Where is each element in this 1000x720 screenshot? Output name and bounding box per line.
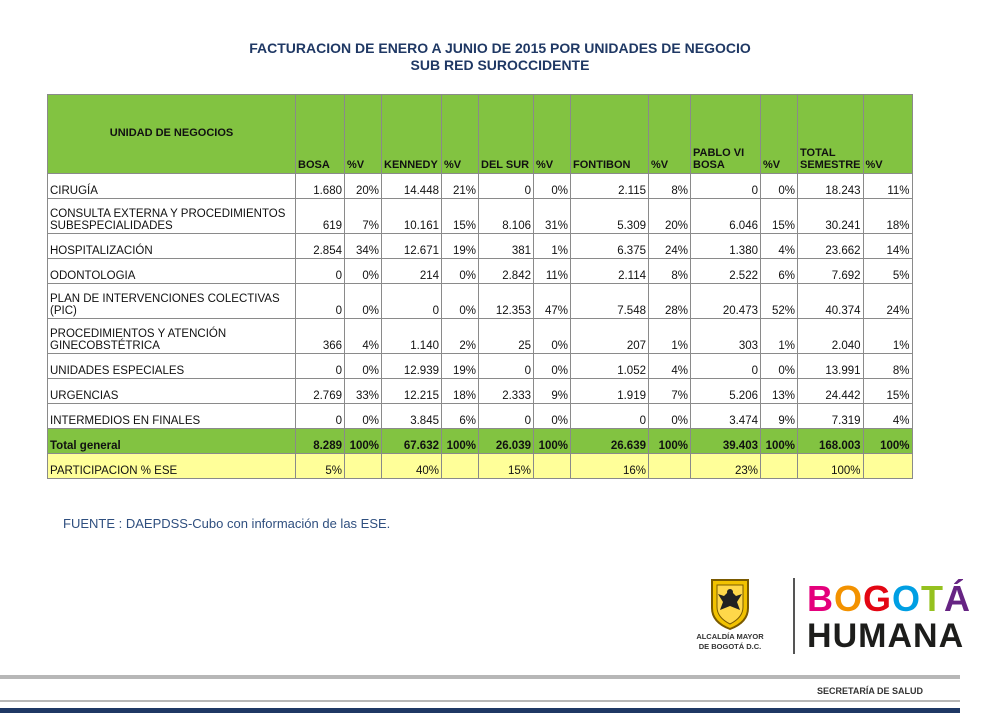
table-cell: 0% xyxy=(345,284,382,319)
table-cell: 100% xyxy=(863,429,912,454)
table-cell: 0 xyxy=(571,404,649,429)
table-cell xyxy=(863,454,912,479)
table-cell: 40.374 xyxy=(798,284,864,319)
table-cell: 8.289 xyxy=(296,429,345,454)
table-cell: 39.403 xyxy=(691,429,761,454)
header-cell: %V xyxy=(345,95,382,174)
wordmark-letter: M xyxy=(858,617,888,655)
table-cell: 5.309 xyxy=(571,199,649,234)
wordmark-letter: O xyxy=(892,578,922,619)
table-cell: 4% xyxy=(649,354,691,379)
row-label: Total general xyxy=(48,429,296,454)
table-cell: 15% xyxy=(479,454,534,479)
table-cell: 2.522 xyxy=(691,259,761,284)
table-cell: 2.115 xyxy=(571,174,649,199)
page-title: FACTURACION DE ENERO A JUNIO DE 2015 POR UNIDADES DE NEGOCIO xyxy=(249,40,751,56)
table-cell: 0% xyxy=(534,354,571,379)
table-cell: 8% xyxy=(649,174,691,199)
header-cell: TOTAL SEMESTRE xyxy=(798,95,864,174)
table-row xyxy=(48,354,913,379)
table-cell: 2% xyxy=(442,319,479,354)
table-cell: 8% xyxy=(863,354,912,379)
table-cell xyxy=(761,454,798,479)
table-cell: 20% xyxy=(649,199,691,234)
row-label: PROCEDIMIENTOS Y ATENCIÓN GINECOBSTÉTRICA xyxy=(48,319,296,354)
table-cell xyxy=(442,454,479,479)
table-cell: 18.243 xyxy=(798,174,864,199)
wordmark-letter: Á xyxy=(944,578,972,619)
wordmark-letter: H xyxy=(807,617,833,655)
table-cell: 7% xyxy=(345,199,382,234)
table-cell: 7.319 xyxy=(798,404,864,429)
total-row xyxy=(48,429,913,454)
table-cell: 11% xyxy=(863,174,912,199)
table-cell: 52% xyxy=(761,284,798,319)
table-cell: 2.040 xyxy=(798,319,864,354)
header-cell: KENNEDY xyxy=(382,95,442,174)
table-cell: 33% xyxy=(345,379,382,404)
table-cell: 0% xyxy=(649,404,691,429)
table-cell: 12.671 xyxy=(382,234,442,259)
table-cell: 26.039 xyxy=(479,429,534,454)
table-cell: 1% xyxy=(649,319,691,354)
header-cell: %V xyxy=(534,95,571,174)
header-cell: %V xyxy=(761,95,798,174)
footer-bar xyxy=(0,708,960,713)
table-cell: 1.680 xyxy=(296,174,345,199)
table-cell xyxy=(534,454,571,479)
header-cell: %V xyxy=(863,95,912,174)
table-row xyxy=(48,284,913,319)
table-cell: 0% xyxy=(761,174,798,199)
table-cell: 14.448 xyxy=(382,174,442,199)
table-cell: 4% xyxy=(863,404,912,429)
table-cell: 26.639 xyxy=(571,429,649,454)
table-cell: 100% xyxy=(649,429,691,454)
billing-table xyxy=(47,94,913,479)
table-cell: 3.474 xyxy=(691,404,761,429)
table-row xyxy=(48,379,913,404)
header-cell: %V xyxy=(442,95,479,174)
table-cell: 1% xyxy=(761,319,798,354)
row-label: ODONTOLOGIA xyxy=(48,259,296,284)
wordmark-letter: U xyxy=(832,617,859,655)
alcaldia-text xyxy=(682,632,778,652)
table-cell: 19% xyxy=(442,354,479,379)
header-cell: PABLO VI BOSA xyxy=(691,95,761,174)
table-cell: 2.114 xyxy=(571,259,649,284)
header-unidad-negocios: UNIDAD DE NEGOCIOS xyxy=(48,95,296,174)
alcaldia-line1: ALCALDÍA MAYOR xyxy=(696,632,764,641)
table-cell: 4% xyxy=(761,234,798,259)
humana-wordmark xyxy=(807,618,964,654)
logo-divider xyxy=(793,578,795,654)
footer-label: SECRETARÍA DE SALUD xyxy=(817,686,924,696)
table-cell: 0% xyxy=(442,259,479,284)
table-header-row xyxy=(48,95,913,174)
table-cell: 2.854 xyxy=(296,234,345,259)
table-row xyxy=(48,199,913,234)
source-note: FUENTE : DAEPDSS-Cubo con información de las ESE. xyxy=(63,516,391,531)
table-cell: 214 xyxy=(382,259,442,284)
table-cell: 12.215 xyxy=(382,379,442,404)
table-cell: 7% xyxy=(649,379,691,404)
table-cell: 100% xyxy=(798,454,864,479)
table-cell: 2.333 xyxy=(479,379,534,404)
table-cell: 3.845 xyxy=(382,404,442,429)
table-cell: 10.161 xyxy=(382,199,442,234)
table-cell: 2.842 xyxy=(479,259,534,284)
table-row xyxy=(48,404,913,429)
row-label: CIRUGÍA xyxy=(48,174,296,199)
table-cell: 0 xyxy=(296,354,345,379)
table-cell: 207 xyxy=(571,319,649,354)
table-cell: 34% xyxy=(345,234,382,259)
row-label: INTERMEDIOS EN FINALES xyxy=(48,404,296,429)
table-cell: 5% xyxy=(863,259,912,284)
header-cell: %V xyxy=(649,95,691,174)
table-row xyxy=(48,319,913,354)
table-cell: 12.353 xyxy=(479,284,534,319)
wordmark-letter: A xyxy=(938,617,965,655)
table-cell: 1.919 xyxy=(571,379,649,404)
table-cell: 0% xyxy=(534,174,571,199)
table-cell: 12.939 xyxy=(382,354,442,379)
table-cell: 21% xyxy=(442,174,479,199)
table-cell: 24% xyxy=(863,284,912,319)
table-cell: 0% xyxy=(442,284,479,319)
header-cell: DEL SUR xyxy=(479,95,534,174)
table-cell: 13.991 xyxy=(798,354,864,379)
row-label: HOSPITALIZACIÓN xyxy=(48,234,296,259)
table-cell: 6% xyxy=(442,404,479,429)
table-cell: 1.380 xyxy=(691,234,761,259)
table-cell: 0% xyxy=(345,404,382,429)
footer-divider xyxy=(0,675,960,679)
table-cell: 0 xyxy=(296,404,345,429)
wordmark-letter: N xyxy=(913,617,939,655)
table-cell: 7.692 xyxy=(798,259,864,284)
bogota-wordmark xyxy=(807,580,971,618)
table-cell: 23.662 xyxy=(798,234,864,259)
table-cell: 30.241 xyxy=(798,199,864,234)
table-cell xyxy=(649,454,691,479)
table-cell: 15% xyxy=(863,379,912,404)
table-cell: 0 xyxy=(691,174,761,199)
table-cell: 20% xyxy=(345,174,382,199)
table-cell: 1% xyxy=(534,234,571,259)
table-cell: 100% xyxy=(761,429,798,454)
table-cell: 18% xyxy=(442,379,479,404)
table-cell: 20.473 xyxy=(691,284,761,319)
table-cell: 100% xyxy=(442,429,479,454)
table-cell: 6% xyxy=(761,259,798,284)
table-cell: 2.769 xyxy=(296,379,345,404)
table-row xyxy=(48,259,913,284)
table-cell xyxy=(345,454,382,479)
table-cell: 15% xyxy=(442,199,479,234)
table-cell: 303 xyxy=(691,319,761,354)
table-cell: 168.003 xyxy=(798,429,864,454)
table-cell: 6.375 xyxy=(571,234,649,259)
row-label: URGENCIAS xyxy=(48,379,296,404)
table-cell: 0 xyxy=(382,284,442,319)
table-cell: 0% xyxy=(345,259,382,284)
table-row xyxy=(48,174,913,199)
table-cell: 13% xyxy=(761,379,798,404)
wordmark-letter: O xyxy=(834,578,864,619)
table-cell: 40% xyxy=(382,454,442,479)
header-cell: BOSA xyxy=(296,95,345,174)
table-row xyxy=(48,234,913,259)
table-cell: 366 xyxy=(296,319,345,354)
table-cell: 14% xyxy=(863,234,912,259)
table-cell: 1% xyxy=(863,319,912,354)
wordmark-letter: G xyxy=(863,578,893,619)
table-cell: 9% xyxy=(534,379,571,404)
table-cell: 23% xyxy=(691,454,761,479)
table-cell: 0% xyxy=(761,354,798,379)
table-cell: 24% xyxy=(649,234,691,259)
table-cell: 0% xyxy=(345,354,382,379)
table-cell: 5.206 xyxy=(691,379,761,404)
wordmark-letter: T xyxy=(921,578,945,619)
page-subtitle: SUB RED SUROCCIDENTE xyxy=(410,57,590,73)
table-cell: 16% xyxy=(571,454,649,479)
table-cell: 28% xyxy=(649,284,691,319)
row-label: CONSULTA EXTERNA Y PROCEDIMIENTOS SUBESPECIALIDADES xyxy=(48,199,296,234)
table-cell: 9% xyxy=(761,404,798,429)
table-cell: 18% xyxy=(863,199,912,234)
table-cell: 100% xyxy=(345,429,382,454)
table-cell: 25 xyxy=(479,319,534,354)
participation-row xyxy=(48,454,913,479)
table-cell: 381 xyxy=(479,234,534,259)
header-cell: FONTIBON xyxy=(571,95,649,174)
alcaldia-line2: DE BOGOTÁ D.C. xyxy=(698,642,762,651)
table-cell: 4% xyxy=(345,319,382,354)
footer-divider-2 xyxy=(0,700,960,702)
table-cell: 1.140 xyxy=(382,319,442,354)
table-cell: 0 xyxy=(296,259,345,284)
table-cell: 8.106 xyxy=(479,199,534,234)
table-cell: 7.548 xyxy=(571,284,649,319)
wordmark-letter: B xyxy=(807,578,834,619)
table-cell: 100% xyxy=(534,429,571,454)
table-cell: 19% xyxy=(442,234,479,259)
table-cell: 1.052 xyxy=(571,354,649,379)
table-cell: 0% xyxy=(534,319,571,354)
table-cell: 47% xyxy=(534,284,571,319)
table-cell: 0 xyxy=(479,174,534,199)
table-cell: 0 xyxy=(479,404,534,429)
table-cell: 24.442 xyxy=(798,379,864,404)
table-cell: 11% xyxy=(534,259,571,284)
table-cell: 619 xyxy=(296,199,345,234)
table-cell: 0 xyxy=(479,354,534,379)
table-cell: 67.632 xyxy=(382,429,442,454)
table-cell: 8% xyxy=(649,259,691,284)
wordmark-letter: A xyxy=(887,617,914,655)
row-label: PLAN DE INTERVENCIONES COLECTIVAS (PIC) xyxy=(48,284,296,319)
row-label: UNIDADES ESPECIALES xyxy=(48,354,296,379)
table-cell: 31% xyxy=(534,199,571,234)
row-label: PARTICIPACION % ESE xyxy=(48,454,296,479)
table-cell: 0 xyxy=(296,284,345,319)
table-cell: 0% xyxy=(534,404,571,429)
table-cell: 15% xyxy=(761,199,798,234)
table-cell: 6.046 xyxy=(691,199,761,234)
table-cell: 0 xyxy=(691,354,761,379)
table-cell: 5% xyxy=(296,454,345,479)
